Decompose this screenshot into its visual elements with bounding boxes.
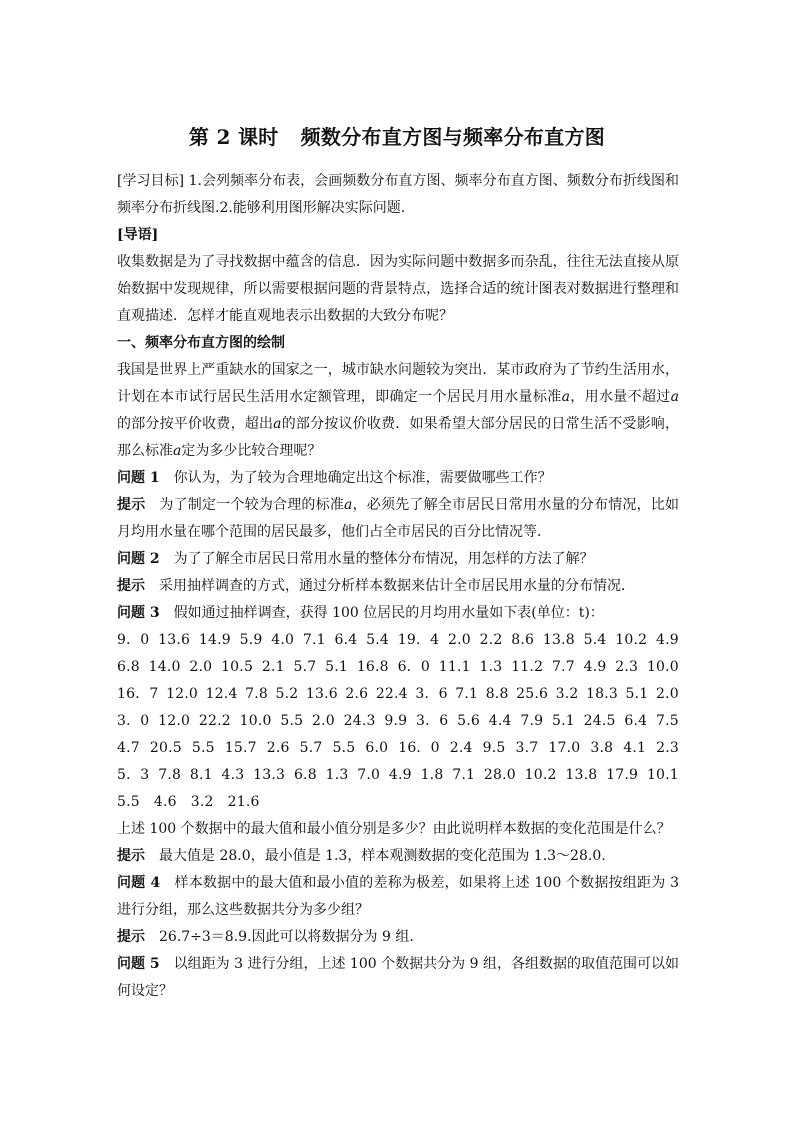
data-row — [117, 789, 679, 816]
question-label: 问题 4 — [117, 875, 161, 891]
data-value: 11.1 — [438, 659, 471, 675]
data-value: 9.9 — [384, 713, 408, 729]
data-value: 1.8 — [420, 767, 444, 783]
section-heading: 一、频率分布直方图的绘制 — [117, 335, 285, 351]
document-body — [117, 168, 679, 1005]
data-value: 2.6 — [266, 740, 290, 756]
data-value: 20.5 — [149, 740, 182, 756]
question-2 — [117, 546, 679, 573]
question-label: 问题 3 — [117, 605, 160, 621]
data-value: 3.8 — [590, 740, 614, 756]
variable-a: a — [173, 443, 182, 459]
intro-text: 收集数据是为了寻找数据中蕴含的信息．因为实际问题中数据多而杂乱，往往无法直接从原始数据中发现规律，所以需要根据问题的背景特点，选择合适的统计图表对数据进行整理和直观描述．怎样才能直观地表示出数据的大致分布呢？ — [117, 254, 679, 324]
hint-text: 最大值是 28.0，最小值是 1.3，样本观测数据的变化范围为 1.3～28.0. — [159, 848, 606, 864]
data-value: 16.8 — [356, 659, 389, 675]
data-value: 2.0 — [312, 713, 335, 729]
data-value: 5.4 — [583, 632, 607, 648]
data-value: 1.3 — [479, 659, 503, 675]
data-value: 6.4 — [334, 632, 358, 648]
data-value: 16．7 — [117, 686, 159, 702]
data-value: 3．0 — [117, 713, 150, 729]
data-value: 3.2 — [555, 686, 579, 702]
data-value: 8.8 — [485, 686, 509, 702]
data-value: 10.0 — [239, 713, 272, 729]
data-value: 10.0 — [646, 659, 679, 675]
variable-a: a — [273, 416, 282, 432]
background-text-b: ，用水量不超过 — [569, 389, 671, 405]
data-value: 10.2 — [524, 767, 557, 783]
hint-text: 26.7÷3＝8.9.因此可以将数据分为 9 组． — [159, 929, 424, 945]
data-value: 2.4 — [449, 740, 473, 756]
data-value: 5.7 — [293, 659, 317, 675]
background-text-e: 定为多少比较合理呢？ — [181, 443, 322, 459]
data-value: 3.2 — [190, 794, 214, 810]
question-3-followup: 上述 100 个数据中的最大值和最小值分别是多少？由此说明样本数据的变化范围是什么？ — [117, 821, 671, 837]
data-row — [117, 654, 679, 681]
data-value: 25.6 — [516, 686, 549, 702]
data-value: 5.5 — [191, 740, 215, 756]
data-value: 5.1 — [325, 659, 349, 675]
data-value: 3．6 — [415, 686, 448, 702]
data-value: 4.4 — [488, 713, 512, 729]
question-text: 样本数据中的最大值和最小值的差称为极差，如果将上述 100 个数据按组距为 3 进行分组，那么这些数据共分为多少组？ — [117, 875, 679, 918]
hint-1 — [117, 492, 679, 546]
data-value: 10.5 — [221, 659, 254, 675]
data-value: 5.5 — [332, 740, 356, 756]
data-value: 13.8 — [542, 632, 575, 648]
data-row — [117, 708, 679, 735]
title-lesson: 第 2 课时 — [188, 125, 279, 149]
data-value: 15.7 — [224, 740, 257, 756]
data-value: 6.0 — [365, 740, 389, 756]
data-value: 24.5 — [583, 713, 616, 729]
data-value: 3.7 — [515, 740, 539, 756]
data-value: 4.9 — [388, 767, 412, 783]
data-value: 4.9 — [583, 659, 607, 675]
data-value: 5.9 — [239, 632, 263, 648]
data-value: 13.3 — [253, 767, 286, 783]
question-text: 为了了解全市居民日常用水量的整体分布情况，用怎样的方法了解？ — [173, 551, 594, 567]
data-row — [117, 627, 679, 654]
hint-2 — [117, 573, 679, 600]
question-5 — [117, 951, 679, 1005]
question-1 — [117, 465, 679, 492]
page-title — [0, 121, 794, 150]
data-value: 7.7 — [551, 659, 575, 675]
data-value: 9．0 — [117, 632, 150, 648]
objectives-label: [学习目标] — [117, 173, 185, 189]
data-value: 14.9 — [198, 632, 231, 648]
data-value: 9.5 — [482, 740, 506, 756]
intro-label: [导语] — [117, 227, 159, 243]
data-value: 8.6 — [511, 632, 535, 648]
question-label: 问题 1 — [117, 470, 160, 486]
data-value: 1.3 — [325, 767, 349, 783]
data-value: 21.6 — [227, 794, 260, 810]
question-3 — [117, 600, 679, 627]
data-value: 24.3 — [343, 713, 376, 729]
data-value: 13.6 — [305, 686, 338, 702]
data-row — [117, 735, 679, 762]
variable-a: a — [670, 389, 680, 405]
learning-objectives — [117, 168, 679, 222]
hint-text: 采用抽样调查的方式，通过分析样本数据来估计全市居民用水量的分布情况． — [159, 578, 635, 594]
data-value: 2.3 — [656, 740, 679, 756]
data-value: 5.6 — [457, 713, 481, 729]
data-value: 12.4 — [205, 686, 238, 702]
data-value: 5．3 — [117, 767, 150, 783]
data-value: 4.3 — [221, 767, 245, 783]
question-4 — [117, 870, 679, 924]
hint-label: 提示 — [117, 848, 145, 864]
data-value: 4.9 — [656, 632, 679, 648]
data-value: 3．6 — [415, 713, 449, 729]
hint-label: 提示 — [117, 578, 145, 594]
question-label: 问题 2 — [117, 551, 160, 567]
data-row — [117, 681, 679, 708]
data-value: 5.1 — [625, 686, 649, 702]
water-usage-data — [117, 627, 679, 816]
data-value: 12.0 — [166, 686, 199, 702]
variable-a: a — [344, 497, 353, 513]
data-value: 6.8 — [293, 767, 317, 783]
data-value: 2.1 — [261, 659, 285, 675]
data-value: 10.1 — [646, 767, 679, 783]
data-value: 7.8 — [245, 686, 268, 702]
data-value: 2.2 — [479, 632, 503, 648]
question-label: 问题 5 — [117, 956, 160, 972]
data-value: 17.9 — [606, 767, 639, 783]
data-value: 5.4 — [366, 632, 390, 648]
data-value: 4.7 — [117, 740, 140, 756]
data-value: 11.2 — [511, 659, 544, 675]
data-value: 22.2 — [198, 713, 231, 729]
data-value: 13.6 — [158, 632, 191, 648]
variable-a: a — [561, 389, 570, 405]
data-value: 14.0 — [148, 659, 181, 675]
background-text-c: 的部分按平价收费，超出 — [117, 416, 274, 432]
data-value: 10.2 — [615, 632, 648, 648]
data-value: 7.9 — [520, 713, 544, 729]
data-value: 22.4 — [375, 686, 408, 702]
data-value: 2.6 — [345, 686, 369, 702]
data-value: 6.8 — [117, 659, 140, 675]
objectives-text: 1.会列频率分布表，会画频数分布直方图、频率分布直方图、频数分布折线图和频率分布折线图.2.能够利用图形解决实际问题. — [117, 173, 679, 216]
background-text-a: 我国是世界上严重缺水的国家之一，城市缺水问题较为突出．某市政府为了节约生活用水，计划在本市试行居民生活用水定额管理，即确定一个居民月用水量标准 — [117, 362, 679, 405]
data-value: 5.5 — [280, 713, 304, 729]
hint-label: 提示 — [117, 929, 145, 945]
data-value: 6.4 — [624, 713, 648, 729]
data-value: 18.3 — [586, 686, 619, 702]
data-value: 5.1 — [552, 713, 575, 729]
data-value: 7.1 — [455, 686, 479, 702]
data-value: 4.1 — [623, 740, 647, 756]
question-text: 假如通过抽样调查，获得 100 位居民的月均用水量如下表(单位：t)： — [173, 605, 604, 621]
data-value: 2.0 — [655, 686, 679, 702]
hint-text-a: 为了制定一个较为合理的标准 — [159, 497, 345, 513]
background-text-d: 的部分按议价收费．如果希望大部分居民的日常生活不受影响，那么标准 — [117, 416, 679, 459]
background-paragraph — [117, 357, 679, 465]
data-value: 5.2 — [275, 686, 299, 702]
data-value: 4.6 — [153, 794, 177, 810]
data-value: 5.5 — [117, 794, 140, 810]
data-value: 19．4 — [397, 632, 440, 648]
data-value: 17.0 — [548, 740, 581, 756]
hint-text-b: ，必须先了解全市居民日常用水量的分布情况，比如月均用水量在哪个范围的居民最多，他们占全市居民的百分比情况等． — [117, 497, 680, 540]
data-value: 8.1 — [189, 767, 213, 783]
data-value: 12.0 — [158, 713, 191, 729]
data-value: 13.8 — [565, 767, 598, 783]
title-topic: 频数分布直方图与频率分布直方图 — [300, 125, 606, 149]
data-value: 7.8 — [158, 767, 182, 783]
data-value: 7.1 — [302, 632, 326, 648]
data-value: 7.0 — [357, 767, 381, 783]
hint-label: 提示 — [117, 497, 146, 513]
question-text: 以组距为 3 进行分组，上述 100 个数据共分为 9 组，各组数据的取值范围可以如何设定？ — [117, 956, 679, 999]
data-value: 7.1 — [452, 767, 476, 783]
data-value: 4.0 — [271, 632, 295, 648]
data-value: 28.0 — [483, 767, 516, 783]
data-row — [117, 762, 679, 789]
data-value: 2.0 — [448, 632, 471, 648]
hint-3 — [117, 843, 679, 870]
data-value: 2.0 — [189, 659, 213, 675]
data-value: 7.5 — [656, 713, 679, 729]
data-value: 2.3 — [615, 659, 639, 675]
data-value: 6．0 — [397, 659, 430, 675]
hint-4 — [117, 924, 679, 951]
data-value: 16．0 — [398, 740, 440, 756]
question-text: 你认为，为了较为合理地确定出这个标准，需要做哪些工作？ — [173, 470, 552, 486]
data-value: 5.7 — [299, 740, 323, 756]
